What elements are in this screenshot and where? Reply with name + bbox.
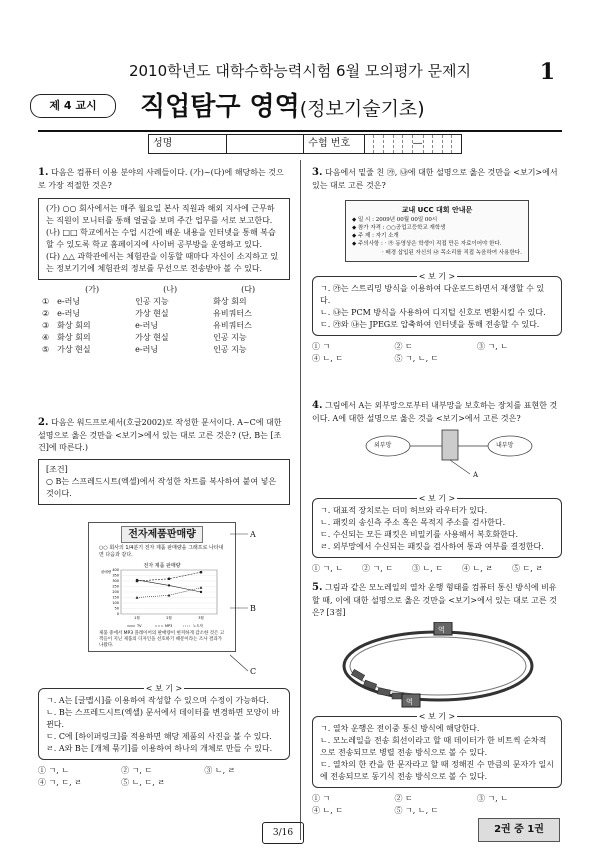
- y-tick-label: 350: [112, 573, 119, 578]
- q5-options: [312, 793, 562, 817]
- doc-title-wordart: 전자제품판매량: [121, 526, 203, 543]
- y-tick-label: 150: [112, 595, 119, 600]
- y-tick-label: 0: [116, 612, 119, 617]
- data-point: [200, 571, 202, 573]
- footer-total: 16: [281, 828, 294, 838]
- page-number: 1: [539, 59, 555, 85]
- y-tick-label: 400: [112, 568, 119, 573]
- y-tick-label: 50: [114, 606, 119, 611]
- q3-bogi-box: [312, 271, 562, 336]
- poster-title: 교내 UCC 대회 안내문: [401, 206, 473, 214]
- q4-number: 4.: [312, 400, 323, 411]
- q4-bogi: [312, 494, 562, 575]
- name-field[interactable]: [227, 135, 305, 153]
- q5-item: ㄱ. 열차 운행은 전이중 통신 방식에 해당한다.: [320, 724, 480, 733]
- q2-item: ㄱ. A는 [글맵시]를 이용하여 작성할 수 있으며 수정이 가능하다.: [46, 696, 269, 705]
- id-cell[interactable]: [424, 135, 434, 153]
- q2-item: ㄹ. A와 B는 [개체 묶기]를 이용하여 하나의 개체로 만들 수 있다.: [46, 744, 273, 753]
- id-cell[interactable]: —: [413, 135, 424, 153]
- firewall-figure: [360, 426, 540, 486]
- x-tick-label: 1월: [134, 616, 140, 620]
- header-rule: [38, 130, 562, 132]
- q1-option-row[interactable]: ③ 화상 회의 e-러닝 유비쿼터스: [42, 321, 252, 330]
- q2-option[interactable]: ③ ㄴ, ㄹ: [204, 766, 236, 775]
- outer-network-label: 외부망: [374, 442, 392, 449]
- legend-label: TV: [137, 624, 142, 628]
- data-point: [168, 594, 171, 597]
- y-axis-label: 판매량: [101, 570, 112, 574]
- id-cell[interactable]: [374, 135, 384, 153]
- q3-item: ㄴ. ㉯는 PCM 방식을 사용하여 디지털 신호로 변환시킬 수 있다.: [320, 307, 546, 317]
- q1-option-row[interactable]: ⑤ 가상 현실 e-러닝 인공 지능: [42, 345, 247, 354]
- q4-option[interactable]: ④ ㄴ, ㄹ: [462, 564, 494, 573]
- q2-option[interactable]: ② ㄱ, ㄷ: [121, 766, 153, 775]
- question-4: [312, 398, 562, 425]
- id-cell[interactable]: [365, 135, 375, 153]
- legend-label: MP3: [165, 624, 173, 628]
- firewall-label-a: A: [473, 471, 479, 479]
- q5-option[interactable]: ③ ㄱ, ㄴ: [477, 794, 509, 803]
- inner-network-label: 내부망: [496, 442, 514, 449]
- q2-option[interactable]: ④ ㄱ, ㄷ, ㄹ: [38, 778, 82, 787]
- q2-options: [38, 765, 290, 789]
- q3-item: ㄱ. ㉮는 스트리밍 방식을 이용하여 다운로드하면서 재생할 수 있다.: [320, 283, 545, 305]
- q4-option[interactable]: ① ㄱ, ㄴ: [312, 564, 344, 573]
- q4-stem: 그림에서 A는 외부망으로부터 내부망을 보호하는 장치를 표현한 것이다. A에 대한 설명으로 옳은 것을 <보기>에서 고른 것은?: [312, 401, 558, 423]
- q1-col-header: (다): [241, 285, 256, 294]
- q4-item: ㄹ. 외부망에서 수신되는 패킷을 검사하여 통과 여부를 결정한다.: [320, 542, 544, 551]
- bogi-title: < 보 기 >: [418, 494, 456, 503]
- firewall-wall: [442, 430, 458, 460]
- q2-condition-title: [조건]: [46, 465, 68, 474]
- legend-label: 노트북: [193, 624, 204, 628]
- q1-number: 1.: [38, 167, 49, 178]
- q4-options: [312, 563, 562, 575]
- q1-col-header: (가): [85, 285, 100, 294]
- q2-stem: 다음은 워드프로세서(호글2002)로 작성한 문서이다. A~C에 대한 설명으로 옳은 것만을 <보기>에서 있는 대로 고른 것은? (단, B는 [조건]에 따른다.): [38, 418, 282, 452]
- q4-item: ㄷ. 수신되는 모든 패킷은 비밀키를 사용해서 복호화한다.: [320, 530, 519, 539]
- q3-option[interactable]: ① ㄱ: [312, 341, 331, 351]
- id-cell[interactable]: [384, 135, 394, 153]
- q4-item: ㄱ. 대표적 장치로는 더미 허브와 라우터가 있다.: [320, 506, 488, 515]
- q5-bogi: [312, 712, 562, 817]
- q3-option[interactable]: ⑤ ㄱ, ㄴ, ㄷ: [394, 353, 439, 363]
- q5-option[interactable]: ① ㄱ: [312, 794, 331, 803]
- bogi-title: < 보 기 >: [418, 271, 456, 281]
- y-tick-label: 200: [112, 590, 119, 595]
- data-point: [168, 578, 170, 580]
- id-cell[interactable]: [394, 135, 404, 153]
- poster-line: ◆ 일 시 : 2009년 00월 00일 00시: [352, 216, 438, 223]
- sales-line-chart: [99, 560, 225, 630]
- q1-case: (다) △△ 과학관에서는 체험관을 이동할 때마다 자신이 소지하고 있는 정보기기에 체험관의 정보를 무선으로 전송받아 볼 수 있다.: [46, 252, 279, 273]
- label-a: A: [250, 530, 256, 539]
- q4-option[interactable]: ② ㄱ, ㄷ: [362, 564, 394, 573]
- q1-case-box: [38, 198, 290, 280]
- doc-footer-text: 제품 중에서 MP3 플레이어의 판매량이 현저하게 감소한 것은 고객들이 지닌 제품의 디자인을 선호하기 때문이라는 조사 결과가 나왔다.: [99, 631, 225, 648]
- chart-title: 전자 제품 판매량: [143, 563, 181, 569]
- y-tick-label: 300: [112, 579, 119, 584]
- session-badge: 제 4 교시: [30, 94, 116, 118]
- id-label: 수험 번호: [304, 135, 364, 153]
- subject-title: [140, 88, 425, 127]
- q2-document-figure: [88, 522, 236, 652]
- q2-number: 2.: [38, 417, 49, 428]
- q5-option[interactable]: ⑤ ㄱ, ㄴ, ㄷ: [394, 806, 439, 815]
- bogi-title: < 보 기 >: [145, 684, 183, 693]
- q1-option-row[interactable]: ② e-러닝 가상 현실 유비쿼터스: [42, 309, 252, 318]
- label-b: B: [250, 604, 256, 613]
- label-c: C: [250, 667, 257, 676]
- q2-bogi-box: [38, 684, 290, 760]
- data-point: [136, 580, 138, 582]
- y-tick-label: 100: [112, 601, 119, 606]
- q5-item: ㄷ. 열차의 한 칸을 한 문자라고 할 때 정해진 수 만큼의 문자가 일시에 전송되므로 동기식 전송 방식으로 볼 수 있다.: [320, 760, 554, 781]
- x-tick-label: 2월: [166, 616, 172, 620]
- question-3: [312, 165, 562, 365]
- exam-title: 2010학년도 대학수학능력시험 6월 모의평가 문제지: [128, 62, 472, 80]
- question-1: [38, 165, 290, 356]
- q2-option[interactable]: ⑤ ㄴ, ㄷ, ㄹ: [121, 778, 166, 787]
- q3-options: [312, 341, 562, 365]
- q4-item: ㄴ. 패킷의 송신측 주소 혹은 목적지 주소를 검사한다.: [320, 518, 506, 527]
- name-id-box: [148, 134, 462, 154]
- data-point: [200, 591, 202, 593]
- poster-line: · 배경 삽입된 자신의 ㉯ 목소리를 직접 녹음하여 사용한다.: [382, 249, 522, 256]
- column-divider: [300, 160, 301, 840]
- q2-condition-box: [38, 459, 290, 505]
- q1-case: (나) □□ 학교에서는 수업 시간에 배운 내용을 인터넷을 통해 복습할 수 있도록 학교 홈페이지에 사이버 공부방을 운영하고 있다.: [46, 228, 276, 249]
- q2-bogi: [38, 684, 290, 789]
- id-cell[interactable]: [403, 135, 413, 153]
- station-label: 역: [406, 698, 413, 706]
- id-cell[interactable]: [443, 135, 453, 153]
- question-2: [38, 415, 290, 505]
- q1-stem: 다음은 컴퓨터 이용 분야의 사례들이다. (가)~(다)에 해당하는 것으로 가장 적절한 것은?: [38, 168, 284, 190]
- q2-item: ㄴ. B는 스프레드시트(엑셀) 문서에서 데이터를 변경하면 모양이 바뀐다.: [46, 708, 280, 729]
- q2-item: ㄷ. C에 [하이퍼링크]를 적용하면 해당 제품의 사진을 볼 수 있다.: [46, 732, 272, 741]
- q1-case: (가) ○○ 회사에서는 매주 월요일 본사 직원과 해외 지사에 근무하는 직원이 모니터를 통해 얼굴을 보며 주간 업무를 서로 보고한다.: [46, 204, 275, 225]
- footer-page-indicator: 3/16: [262, 822, 304, 844]
- q3-item: ㄷ. ㉮와 ㉯는 JPEG로 압축하여 인터넷을 통해 전송할 수 있다.: [320, 319, 540, 329]
- doc-paragraph: ○○ 회사의 1/4분기 전자 제품 판매량을 그래프로 나타내면 다음과 같다.: [99, 545, 224, 558]
- id-cell[interactable]: [452, 135, 461, 153]
- q3-option[interactable]: ④ ㄴ, ㄷ: [312, 353, 344, 363]
- volume-badge: 2권 중 1권: [478, 818, 560, 842]
- q3-option[interactable]: ③ ㄱ, ㄴ: [477, 341, 509, 351]
- bogi-title: < 보 기 >: [418, 712, 456, 721]
- q1-answer-table: [38, 284, 287, 356]
- x-tick-label: 3월: [198, 616, 204, 620]
- station-label: 역: [438, 626, 445, 634]
- q4-option[interactable]: ③ ㄴ, ㄷ: [412, 564, 444, 573]
- q2-condition-text: ○ B는 스프레드시트(엑셀)에서 작성한 차트를 복사하여 붙여 넣은 것이다.: [46, 477, 277, 498]
- footer-page: 3: [272, 828, 279, 838]
- q5-stem: 그림과 같은 모노레일의 열차 운행 형태를 컴퓨터 통신 방식에 비유할 때, 이에 대한 설명으로 옳은 것만을 <보기>에서 있는 대로 고른 것은? [3점]: [312, 583, 557, 617]
- q1-option-row[interactable]: ④ 화상 회의 가상 현실 인공 지능: [42, 333, 247, 342]
- q4-option[interactable]: ⑤ ㄷ, ㄹ: [512, 564, 544, 573]
- subject-sub: (정보기술기초): [299, 98, 425, 120]
- data-point: [168, 584, 170, 586]
- q5-item: ㄴ. 모노레일을 전송 회선이라고 할 때 데이터가 한 비트씩 순차적으로 전송되므로 병렬 전송 방식으로 볼 수 있다.: [320, 736, 547, 757]
- q1-col-header: (나): [163, 285, 178, 294]
- id-cell[interactable]: [433, 135, 443, 153]
- q5-option[interactable]: ④ ㄴ, ㄷ: [312, 806, 344, 815]
- subject-main: 직업탐구 영역: [140, 92, 300, 122]
- name-label: 성명: [149, 135, 227, 153]
- poster-line: ◆ 주의사항 : · ㉮ 동영상은 학생이 직접 만든 자료이어야 한다.: [352, 241, 502, 248]
- q3-option[interactable]: ② ㄷ: [394, 341, 413, 351]
- q3-poster: [345, 200, 529, 262]
- q4-bogi-box: [312, 494, 562, 558]
- q2-option[interactable]: ① ㄱ, ㄴ: [38, 766, 70, 775]
- poster-line: ◆ 참가 자격 : ○○공업고등학교 재학생: [352, 224, 446, 231]
- q5-number: 5.: [312, 582, 323, 593]
- q1-option-row[interactable]: ① e-러닝 인공 지능 화상 회의: [42, 297, 247, 306]
- y-tick-label: 250: [112, 584, 119, 589]
- question-5: [312, 580, 562, 619]
- poster-line: ◆ 주 제 : 자기 소개: [352, 233, 399, 239]
- q3-number: 3.: [312, 167, 323, 178]
- q5-option[interactable]: ② ㄷ: [394, 794, 413, 803]
- q5-bogi-box: [312, 712, 562, 788]
- q3-stem: 다음에서 밑줄 친 ㉮, ㉯에 대한 설명으로 옳은 것만을 <보기>에서 있는 대로 고른 것은?: [312, 168, 558, 190]
